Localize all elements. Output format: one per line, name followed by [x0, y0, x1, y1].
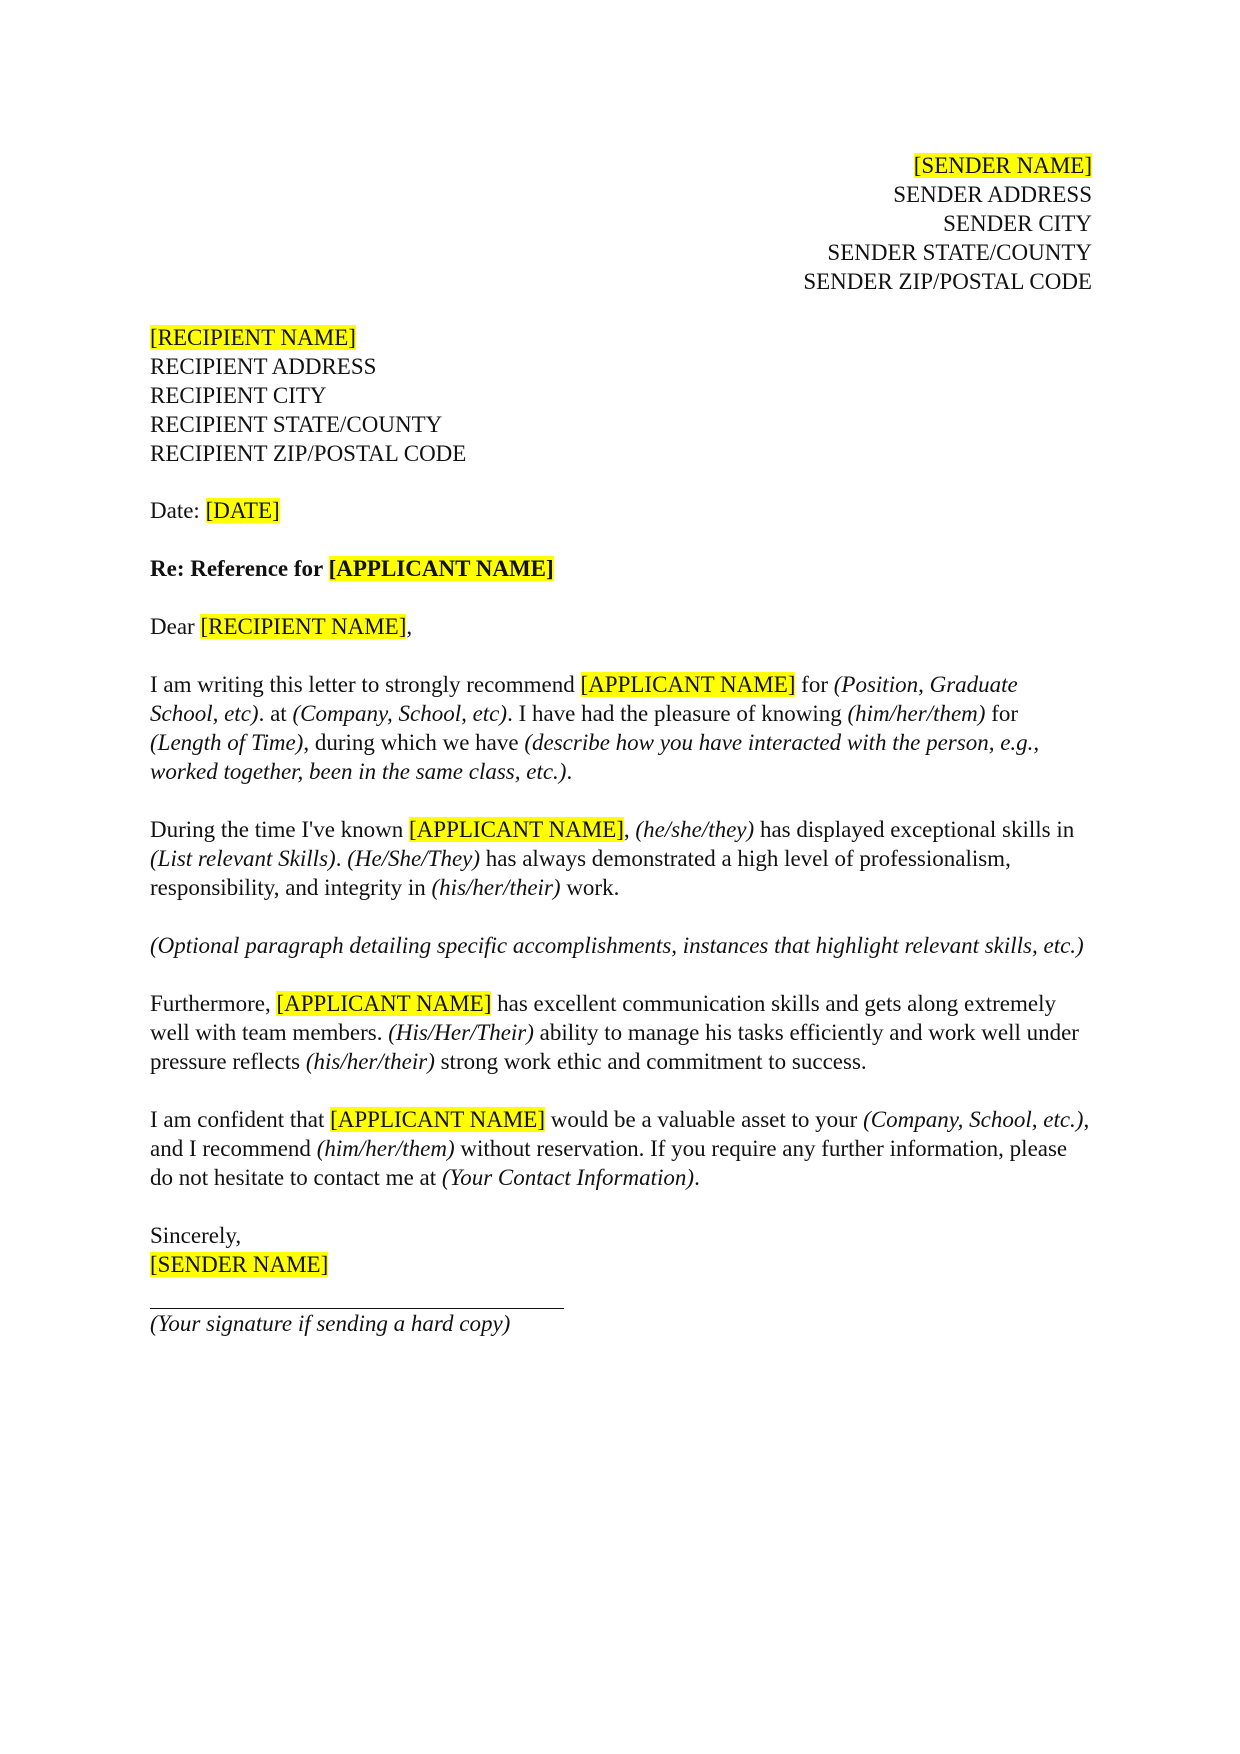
- paragraph-communication: [150, 989, 1090, 1076]
- text-run: . I have had the pleasure of knowing: [507, 701, 848, 726]
- text-run: for: [795, 672, 834, 697]
- italic-placeholder: (His/Her/Their): [388, 1020, 534, 1045]
- text-run: ability to manage his tasks efficiently and work well under pressure reflects: [150, 1020, 1079, 1074]
- subject-line: [150, 554, 1090, 583]
- sender-name: [SENDER NAME]: [913, 153, 1092, 178]
- letter-body: [150, 496, 1090, 1338]
- text-run: I am writing this letter to strongly recommend: [150, 672, 581, 697]
- recipient-address: RECIPIENT ADDRESS: [150, 354, 377, 379]
- applicant-placeholder: [APPLICANT NAME]: [580, 672, 796, 697]
- signature-caption: (Your signature if sending a hard copy): [150, 1311, 511, 1336]
- closing-block: [150, 1221, 1090, 1338]
- text-run: During the time I've known: [150, 817, 410, 842]
- closing-text: Sincerely,: [150, 1223, 242, 1248]
- text-run: Furthermore,: [150, 991, 277, 1016]
- text-run: has displayed exceptional skills in: [754, 817, 1075, 842]
- text-run: . at: [258, 701, 293, 726]
- recipient-city: RECIPIENT CITY: [150, 383, 327, 408]
- sender-address: SENDER ADDRESS: [893, 182, 1092, 207]
- recipient-state: RECIPIENT STATE/COUNTY: [150, 412, 443, 437]
- italic-placeholder: (Your Contact Information): [441, 1165, 695, 1190]
- text-run: has always demonstrated a high level of professionalism, responsibility, and integrity in: [150, 846, 1011, 900]
- closing-sender-name: [SENDER NAME]: [150, 1252, 329, 1277]
- sender-city: SENDER CITY: [943, 211, 1092, 236]
- text-run: , during which we have: [303, 730, 525, 755]
- sender-block: [803, 151, 1092, 296]
- italic-placeholder: (Company, School, etc.): [863, 1107, 1084, 1132]
- italic-placeholder: (Position, Graduate School, etc): [150, 672, 1018, 726]
- applicant-placeholder: [APPLICANT NAME]: [276, 991, 492, 1016]
- date-line: [150, 496, 1090, 525]
- recipient-zip: RECIPIENT ZIP/POSTAL CODE: [150, 441, 467, 466]
- italic-placeholder: (him/her/them): [316, 1136, 455, 1161]
- sender-state: SENDER STATE/COUNTY: [827, 240, 1092, 265]
- italic-placeholder: (List relevant Skills): [150, 846, 336, 871]
- salutation-suffix: ,: [406, 614, 413, 639]
- paragraph-intro: [150, 670, 1090, 786]
- text-run: would be a valuable asset to your: [545, 1107, 864, 1132]
- salutation-prefix: Dear: [150, 614, 201, 639]
- applicant-placeholder: [APPLICANT NAME]: [409, 817, 624, 842]
- text-run: strong work ethic and commitment to success.: [434, 1049, 867, 1074]
- text-run: without reservation. If you require any further information, please do not hesitate to contact me at: [150, 1136, 1068, 1190]
- applicant-placeholder: [APPLICANT NAME]: [330, 1107, 545, 1132]
- recipient-block: [150, 323, 466, 468]
- text-run: .: [335, 846, 348, 871]
- recipient-name: [RECIPIENT NAME]: [150, 325, 356, 350]
- date-value: [DATE]: [205, 498, 280, 523]
- paragraph-confidence: [150, 1105, 1090, 1192]
- text-run: I am confident that: [150, 1107, 331, 1132]
- salutation-name: [RECIPIENT NAME]: [200, 614, 407, 639]
- italic-placeholder: (Company, School, etc): [292, 701, 508, 726]
- text-run: .: [566, 759, 573, 784]
- text-run: , and I recommend: [150, 1107, 1090, 1161]
- date-label: Date:: [150, 498, 206, 523]
- salutation: [150, 612, 1090, 641]
- subject-applicant: [APPLICANT NAME]: [328, 556, 554, 581]
- text-run: has excellent communication skills and gets along extremely well with team members.: [150, 991, 1056, 1045]
- italic-placeholder: (he/she/they): [635, 817, 755, 842]
- text-run: .: [694, 1165, 700, 1190]
- paragraph-skills: [150, 815, 1090, 902]
- subject-prefix: Re: Reference for: [150, 556, 329, 581]
- italic-placeholder: (Length of Time): [150, 730, 304, 755]
- italic-placeholder: (describe how you have interacted with the person, e.g., worked together, been in the same class, etc.): [150, 730, 1040, 784]
- sender-zip: SENDER ZIP/POSTAL CODE: [803, 269, 1092, 294]
- text-run: for: [985, 701, 1019, 726]
- italic-placeholder: (his/her/their): [305, 1049, 435, 1074]
- paragraph-optional: (Optional paragraph detailing specific accomplishments, instances that highlight relevant skills, etc.): [150, 933, 1084, 958]
- italic-placeholder: (his/her/their): [431, 875, 561, 900]
- text-run: ,: [623, 817, 636, 842]
- italic-placeholder: (him/her/them): [847, 701, 986, 726]
- italic-placeholder: (He/She/They): [347, 846, 481, 871]
- text-run: work.: [560, 875, 620, 900]
